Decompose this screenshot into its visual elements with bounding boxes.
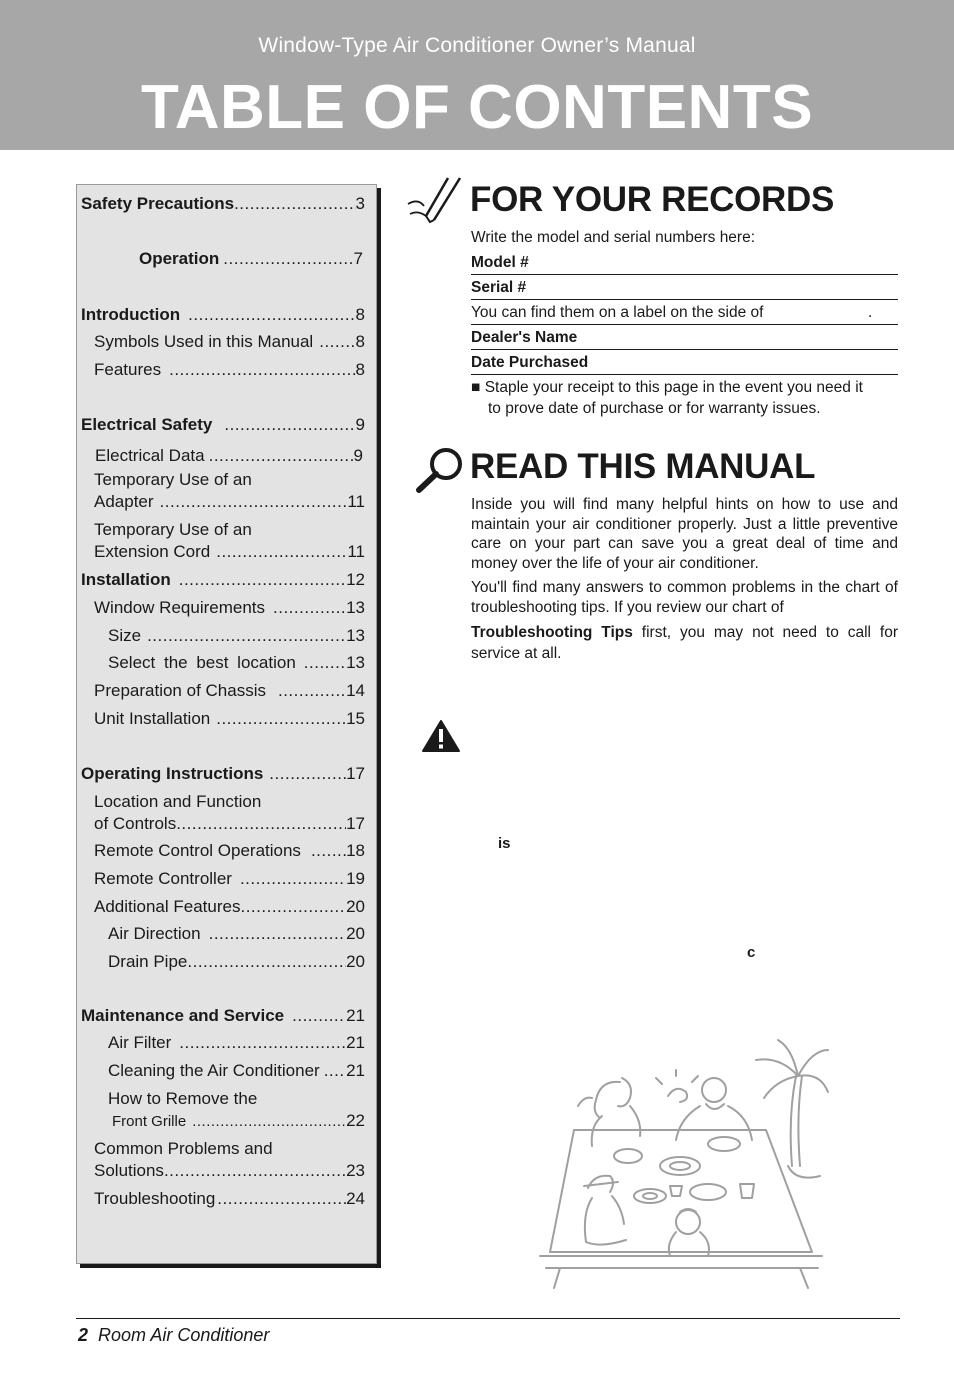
toc-entry[interactable]: Preparation of Chassis ..... 14 [94,681,365,701]
manual-subtitle: Window-Type Air Conditioner Owner’s Manual [258,34,696,57]
toc-entry-line1: Temporary Use of an [94,470,252,489]
toc-entry[interactable]: Symbols Used in this Manual ..... 8 [94,332,365,352]
toc-entry[interactable]: Safety Precautions ..... 3 [81,194,365,214]
toc-entry-line1: How to Remove the [108,1089,258,1108]
toc-entry[interactable]: Troubleshooting ..... 24 [94,1189,365,1209]
toc-entry[interactable]: Introduction ..... 8 [81,305,365,325]
toc-entry[interactable]: Select the best location ..... 13 [108,653,365,673]
toc-entry-line1: Temporary Use of an [94,520,252,539]
header-band [0,0,954,150]
toc-entry[interactable]: Adapter ..... 11 [94,492,365,512]
toc-entry[interactable]: Window Requirements ..... 13 [94,598,365,618]
page-title: TABLE OF CONTENTS [140,73,814,142]
bullet-square-icon: ■ [471,379,481,396]
manual-paragraph: You'll find many answers to common problems in the chart of troubleshooting tips. If you review our chart of [471,579,898,616]
toc-entry[interactable]: Electrical Data ..... 9 [95,446,363,466]
toc-entry-line1: Location and Function [94,792,262,811]
staple-note: ■ Staple your receipt to this page in the event you need it to prove date of purchase or for warranty issues. [471,379,863,417]
footer [78,1325,269,1346]
toc-entry[interactable]: Additional Features ..... 20 [94,897,365,917]
toc-entry[interactable]: Installation ..... 12 [81,570,365,590]
footer-rule [76,1318,900,1319]
model-number-field[interactable]: Model # [471,252,898,275]
date-purchased-field[interactable]: Date Purchased [471,352,898,375]
toc-entry-line1: Common Problems and [94,1139,273,1158]
toc-entry[interactable]: Solutions ..... 23 [94,1161,365,1181]
toc-entry[interactable]: Unit Installation ..... 15 [94,709,365,729]
manual-paragraph: Inside you will find many helpful hints on how to use and maintain your air conditioner properly. Just a little preventive care on your part can save you a great deal of time and money over the life of your air conditioner. [471,496,898,572]
dealer-name-field[interactable]: Dealer's Name [471,327,898,350]
magnifier-icon [414,446,466,494]
warning-fragment: is [498,835,511,852]
toc-entry[interactable]: Maintenance and Service ..... 21 [81,1006,365,1026]
manual-title: READ THIS MANUAL [470,447,816,486]
records-title: FOR YOUR RECORDS [470,180,835,219]
toc-entry[interactable]: Air Filter ..... 21 [108,1033,365,1053]
toc-entry[interactable]: Air Direction ..... 20 [108,924,365,944]
toc-entry[interactable]: Remote Control Operations ..... 18 [94,841,365,861]
toc-entry[interactable]: Extension Cord ..... 11 [94,542,365,562]
toc-entry[interactable]: Remote Controller ..... 19 [94,869,365,889]
toc-entry[interactable]: Drain Pipe ..... 20 [108,952,365,972]
records-intro: Write the model and serial numbers here: [471,229,756,246]
label-note: You can find them on a label on the side of . [471,302,898,325]
pen-icon [404,176,464,224]
manual-paragraph: Troubleshooting Tips first, you may not need to call for service at all. [471,624,898,662]
picnic-family-illustration [530,1036,830,1296]
toc-entry[interactable]: of Controls ..... 17 [94,814,365,834]
toc-entry[interactable]: Operating Instructions ..... 17 [81,764,365,784]
warning-icon [421,719,461,753]
toc-entry[interactable]: Size ..... 13 [108,626,365,646]
toc-entry[interactable]: Features ..... 8 [94,360,365,380]
toc-entry[interactable]: Electrical Safety ..... 9 [81,415,365,435]
toc-entry[interactable]: Cleaning the Air Conditioner ..... 21 [108,1061,365,1081]
serial-number-field[interactable]: Serial # [471,277,898,300]
page-number: 2 [78,1325,89,1345]
toc-entry[interactable]: Front Grille ..... 22 [112,1111,365,1132]
footer-text: Room Air Conditioner [98,1325,270,1345]
warning-fragment: c [747,944,756,961]
toc-entry[interactable]: Operation ..... 7 [139,249,363,269]
